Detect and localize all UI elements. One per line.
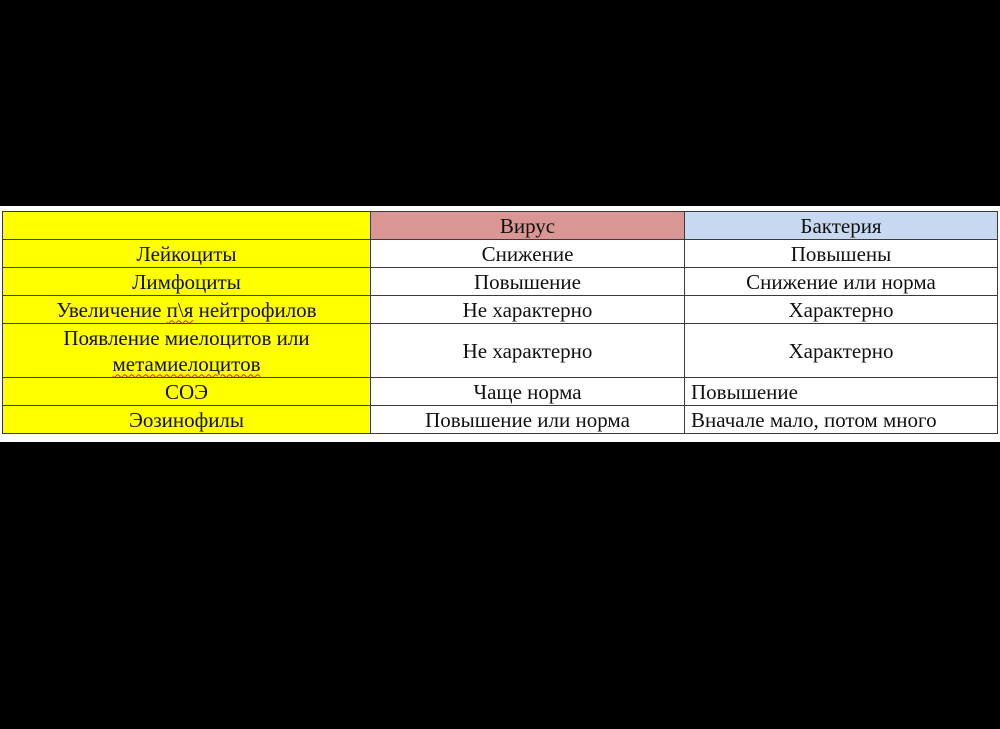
spellcheck-marked-word: п\я bbox=[166, 297, 194, 322]
label-text-end: нейтрофилов bbox=[193, 297, 317, 322]
bacteria-value: Повышение bbox=[685, 378, 998, 406]
table-row bbox=[3, 240, 998, 268]
table-row bbox=[3, 378, 998, 406]
virus-value: Повышение bbox=[371, 268, 685, 296]
table-row bbox=[3, 268, 998, 296]
comparison-table bbox=[2, 211, 998, 434]
table-row bbox=[3, 324, 998, 378]
table-header-row bbox=[3, 212, 998, 240]
label-text-start: Увеличение bbox=[56, 297, 167, 322]
table-row bbox=[3, 296, 998, 324]
bacteria-value: Повышены bbox=[685, 240, 998, 268]
table-row bbox=[3, 406, 998, 434]
header-corner-cell bbox=[3, 212, 371, 240]
label-line-1: Появление миелоцитов или bbox=[63, 325, 310, 350]
bacteria-value: Характерно bbox=[685, 296, 998, 324]
virus-value: Не характерно bbox=[371, 296, 685, 324]
virus-value: Чаще норма bbox=[371, 378, 685, 406]
bacteria-value: Вначале мало, потом много bbox=[685, 406, 998, 434]
row-label: Эозинофилы bbox=[3, 406, 371, 434]
header-bacteria: Бактерия bbox=[685, 212, 998, 240]
row-label: Лимфоциты bbox=[3, 268, 371, 296]
bacteria-value: Характерно bbox=[685, 324, 998, 378]
row-label bbox=[3, 324, 371, 378]
document-sheet bbox=[0, 206, 1000, 442]
row-label bbox=[3, 296, 371, 324]
spellcheck-marked-word: метамиелоцитов bbox=[112, 351, 261, 376]
virus-value: Снижение bbox=[371, 240, 685, 268]
virus-value: Не характерно bbox=[371, 324, 685, 378]
header-virus: Вирус bbox=[371, 212, 685, 240]
virus-value: Повышение или норма bbox=[371, 406, 685, 434]
row-label: Лейкоциты bbox=[3, 240, 371, 268]
bacteria-value: Снижение или норма bbox=[685, 268, 998, 296]
row-label: СОЭ bbox=[3, 378, 371, 406]
